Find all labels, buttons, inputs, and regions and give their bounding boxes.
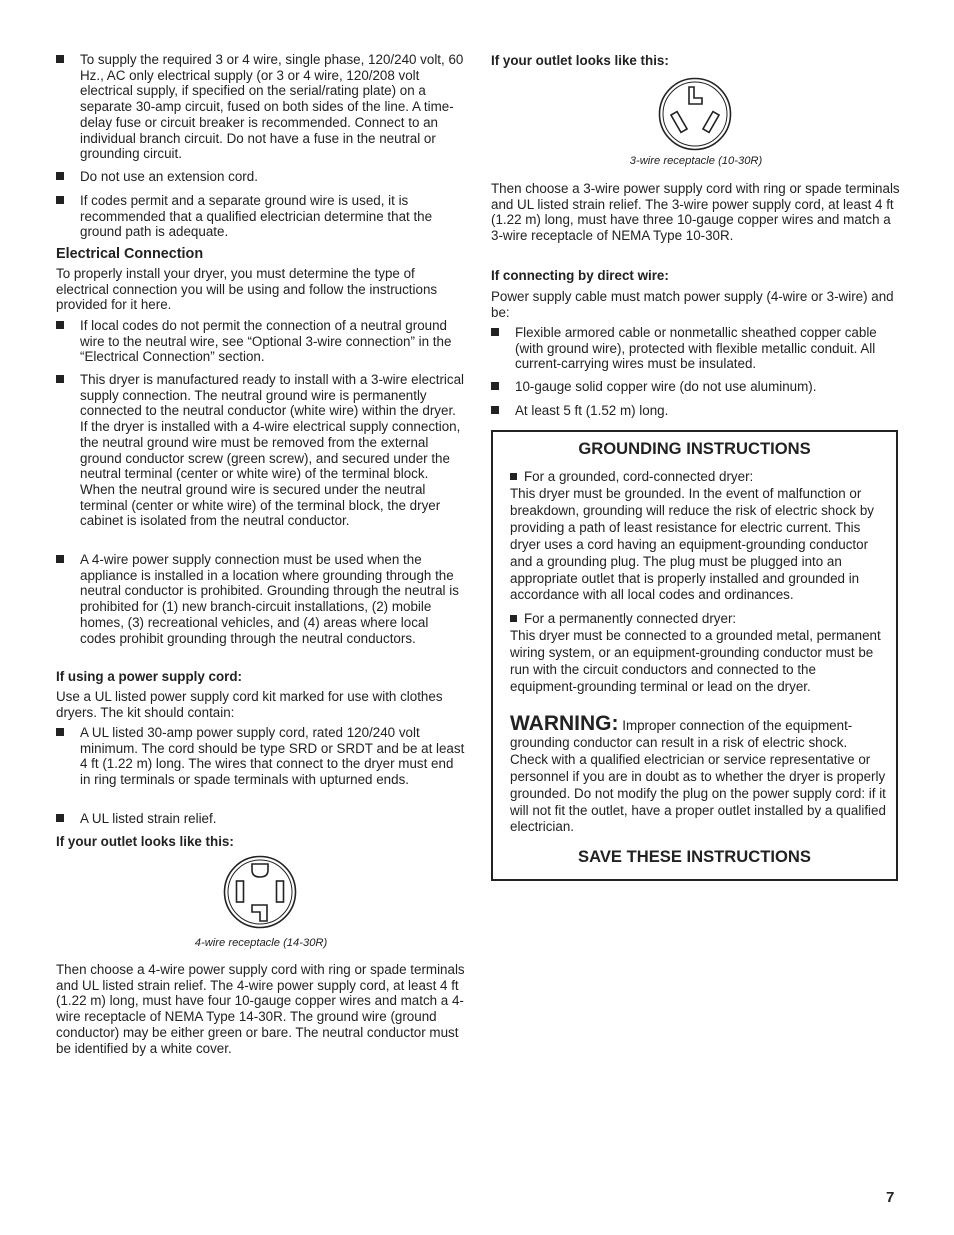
direct-wire-intro: Power supply cable must match power supply (4-wire or 3-wire) and be:	[491, 289, 894, 320]
bullet-square-icon	[56, 196, 64, 204]
page-number: 7	[886, 1189, 895, 1206]
list-item: To supply the required 3 or 4 wire, single phase, 120/240 volt, 60 Hz., AC only electrical supply (or 3 or 4 wire, 120/208 volt electrical supply, if specified on the serial/rating plate) on a separate 30-amp circuit, fused on both sides of the line. A time-delay fuse or circuit breaker is recommended. Connect to an individual branch circuit. Do not have a fuse in the neutral or grounding circuit.	[56, 52, 466, 162]
grounding-cord-text: This dryer must be grounded. In the event of malfunction or breakdown, grounding will reduce the risk of electric shock by providing a path of least resistance for electric current. This dryer uses a cord having an equipment-grounding conductor and a grounding plug. The plug must be plugged into an appropriate outlet that is properly installed and grounded in accordance with all local codes and ordinances.	[510, 486, 874, 603]
3-wire-caption: 3-wire receptacle (10-30R)	[629, 155, 763, 167]
bullet-square-icon	[56, 555, 64, 563]
bullet-square-icon	[56, 172, 64, 180]
bullet-square-icon	[56, 728, 64, 736]
list-item: A UL listed strain relief.	[56, 811, 466, 827]
bullet-square-icon	[56, 814, 64, 822]
bullet-square-icon	[491, 382, 499, 390]
list-item: A 4-wire power supply connection must be used when the appliance is installed in a location where grounding through the neutral conductor is prohibited. Grounding through the neutral is prohibited for (1) new branch-circuit installations, (2) mobile homes, (3) recreational vehicles, and (4) areas where local codes prohibit grounding through the neutral conductors.	[56, 552, 466, 646]
bullet-square-icon	[56, 321, 64, 329]
outlet-heading-3wire: If your outlet looks like this:	[491, 53, 669, 68]
warning-label: WARNING:	[510, 712, 619, 735]
bullet-square-icon	[491, 328, 499, 336]
4-wire-text: Then choose a 4-wire power supply cord with ring or spade terminals and UL listed strain relief. The 4-wire power supply cord, at least 4 ft (1.22 m) long, must have four 10-gauge copper wires and match a 4-wire receptacle of NEMA Type 14-30R. The ground wire (ground conductor) may be either green or bare. The neutral conductor must be identified by a white cover.	[56, 962, 465, 1056]
bullet-square-icon	[56, 55, 64, 63]
power-cord-intro: Use a UL listed power supply cord kit marked for use with clothes dryers. The kit should contain:	[56, 689, 443, 720]
direct-wire-heading: If connecting by direct wire:	[491, 268, 669, 283]
3-wire-text: Then choose a 3-wire power supply cord with ring or spade terminals and UL listed strain relief. The 3-wire power supply cord, at least 4 ft (1.22 m) long, must have three 10-gauge copper wires and match a 3-wire receptacle of NEMA Type 10-30R.	[491, 181, 900, 244]
warning-block	[510, 712, 886, 836]
grounding-instructions-box	[491, 430, 898, 881]
list-item: 10-gauge solid copper wire (do not use aluminum).	[491, 379, 901, 395]
grounding-perm-text: This dryer must be connected to a grounded metal, permanent wiring system, or an equipment-grounding conductor must be run with the circuit conductors and connected to the equipment-grounding terminal or lead on the dryer.	[510, 628, 881, 694]
warning-text: Improper connection of the equipment-grounding conductor can result in a risk of electric shock. Check with a qualified electrician or service representative or personnel if you are in doubt as to whether the dryer is properly grounded. Do not modify the plug on the power supply cord: if it will not fit the outlet, have a proper outlet installed by a qualified electrician.	[510, 718, 886, 835]
power-cord-heading: If using a power supply cord:	[56, 669, 242, 684]
list-item: If local codes do not permit the connection of a neutral ground wire to the neutral wire, see “Optional 3-wire connection” in the “Electrical Connection” section.	[56, 318, 466, 365]
list-item: At least 5 ft (1.52 m) long.	[491, 403, 901, 419]
list-item: Do not use an extension cord.	[56, 169, 466, 185]
list-item: This dryer is manufactured ready to install with a 3-wire electrical supply connection. The neutral ground wire is permanently connected to the neutral conductor (white wire) within the dryer. If the dryer is installed with a 4-wire electrical supply connection, the neutral ground wire must be removed from the external ground conductor screw (green screw), and secured under the neutral terminal (center or white wire) of the terminal block. When the neutral ground wire is secured under the neutral terminal (center or white wire) of the terminal block, the dryer cabinet is isolated from the neutral conductor.	[56, 372, 466, 529]
list-item: Flexible armored cable or nonmetallic sheathed copper cable (with ground wire), protected with flexible metallic conduit. All current-carrying wires must be insulated.	[491, 325, 901, 372]
bullet-square-icon	[510, 615, 517, 622]
bullet-square-icon	[491, 406, 499, 414]
grounding-cord-label: For a grounded, cord-connected dryer:	[510, 469, 886, 485]
electrical-intro: To properly install your dryer, you must determine the type of electrical connection you will be using and follow the instructions provided for it here.	[56, 266, 438, 313]
4-wire-receptacle-icon	[223, 855, 297, 929]
save-instructions-footer: SAVE THESE INSTRUCTIONS	[578, 847, 811, 866]
bullet-square-icon	[56, 375, 64, 383]
4-wire-caption: 4-wire receptacle (14-30R)	[194, 937, 328, 949]
list-item: If codes permit and a separate ground wire is used, it is recommended that a qualified electrician determine that the ground path is adequate.	[56, 193, 466, 240]
grounding-perm-label: For a permanently connected dryer:	[510, 611, 886, 627]
bullet-square-icon	[510, 473, 517, 480]
grounding-title: GROUNDING INSTRUCTIONS	[578, 439, 811, 458]
electrical-connection-heading: Electrical Connection	[56, 246, 204, 262]
outlet-heading-4wire: If your outlet looks like this:	[56, 834, 234, 849]
list-item: A UL listed 30-amp power supply cord, rated 120/240 volt minimum. The cord should be type SRD or SRDT and be at least 4 ft (1.22 m) long. The wires that connect to the dryer must end in ring terminals or spade terminals with upturned ends.	[56, 725, 466, 788]
3-wire-receptacle-icon	[658, 77, 732, 151]
